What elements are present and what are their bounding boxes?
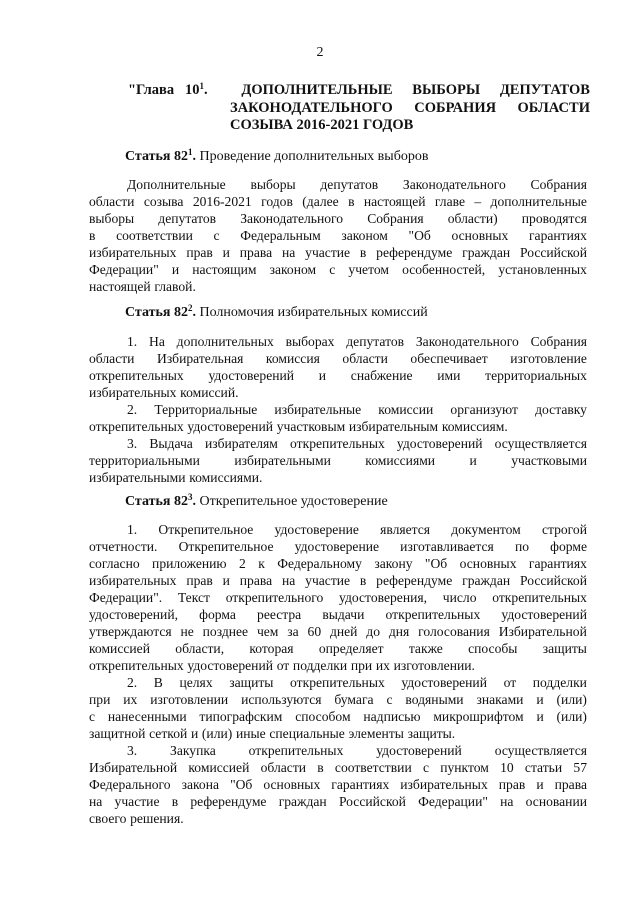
text-word: от	[276, 658, 290, 673]
text-word: с	[213, 228, 220, 243]
text-word: и	[469, 453, 477, 468]
chapter-title-word: ВЫБОРЫ	[412, 82, 481, 98]
text-word: выборы	[250, 177, 296, 192]
text-word: дополнительных	[176, 334, 274, 349]
text-word: целях	[179, 675, 213, 690]
text-word: на	[282, 245, 296, 260]
text-word: до	[366, 624, 381, 639]
text-word: настоящей	[89, 279, 151, 294]
text-word: в	[359, 245, 367, 260]
text-word: удостоверений	[187, 658, 274, 673]
text-word: Федерации".	[89, 590, 163, 605]
text-word: которая	[249, 641, 294, 656]
text-word: Закупка	[170, 743, 216, 758]
text-word: удостоверений	[376, 743, 462, 758]
text-line	[89, 227, 587, 244]
text-word: прав	[186, 245, 213, 260]
text-word: "Об	[424, 556, 448, 571]
text-word: (далее	[302, 194, 339, 209]
text-word: и	[171, 262, 180, 277]
text-word: решения.	[130, 811, 184, 826]
text-word: 2	[239, 556, 246, 571]
text-word: (или)	[556, 709, 587, 724]
text-word: выборах	[285, 334, 335, 349]
text-word: отчетности.	[89, 539, 158, 554]
text-word: соответствии	[334, 760, 412, 775]
chapter-title-line: СОЗЫВА 2016-2021 ГОДОВ	[230, 117, 414, 133]
text-word: открепительных	[385, 607, 481, 622]
text-word: открепительного	[225, 590, 324, 605]
text-word: на	[89, 794, 103, 809]
text-word: избирательных	[89, 385, 177, 400]
text-word: бумага	[334, 692, 374, 707]
text-word: Федерального	[89, 777, 171, 792]
text-word: "Об	[230, 777, 253, 792]
text-word: Законодательного	[402, 177, 506, 192]
text-line	[89, 810, 587, 827]
text-line	[89, 691, 587, 708]
text-word: на	[500, 794, 514, 809]
text-word: Текст	[177, 590, 210, 605]
text-word: 10	[500, 760, 514, 775]
article-title: Полномочия избирательных комиссий	[199, 305, 428, 320]
text-word: Избирательной	[498, 624, 587, 639]
text-word: Избирательная	[157, 351, 244, 366]
text-word: 1.	[127, 334, 138, 349]
text-word: комиссии	[378, 402, 434, 417]
text-word: Избирательной	[89, 760, 178, 775]
text-word: микрошрифтом	[433, 709, 524, 724]
text-word: определяет	[318, 641, 384, 656]
text-word: пунктом	[440, 760, 489, 775]
text-word: области	[260, 760, 307, 775]
text-word: Собрания	[530, 334, 587, 349]
text-word: комиссией	[188, 760, 250, 775]
text-word: Законодательного	[240, 211, 344, 226]
text-word: приложению	[152, 556, 227, 571]
text-word: права	[554, 777, 587, 792]
article-prefix: Статья 82	[125, 305, 188, 320]
chapter-title-word: ДОПОЛНИТЕЛЬНЫЕ	[241, 82, 393, 98]
text-word: и	[318, 368, 327, 383]
text-word: и	[222, 573, 230, 588]
text-line	[89, 793, 587, 810]
text-word: проводятся	[521, 211, 587, 226]
text-word: области)	[447, 211, 498, 226]
text-word: чем	[256, 624, 279, 639]
text-word: участие	[305, 245, 351, 260]
text-line	[89, 708, 587, 725]
text-word: открепительных	[89, 419, 184, 434]
article-sup: 3	[187, 492, 193, 502]
text-word: избирательным	[348, 419, 439, 434]
text-word: годов	[261, 194, 293, 209]
text-word: гарантиях	[528, 228, 587, 243]
text-word: основании	[525, 794, 587, 809]
text-word: и	[536, 692, 544, 707]
text-word: удостоверение	[274, 522, 359, 537]
text-word: защиты.	[407, 726, 456, 741]
text-line	[89, 244, 587, 261]
chapter-title-word: ДЕПУТАТОВ	[499, 82, 590, 98]
text-word: их	[375, 658, 390, 673]
text-word: изготовлении.	[393, 658, 475, 673]
article-sup: 1	[187, 147, 193, 157]
text-word: элементы	[348, 726, 404, 741]
text-word: комиссия	[265, 351, 320, 366]
text-word: надписью	[363, 709, 421, 724]
text-word: ими	[437, 368, 461, 383]
chapter-number-dot: .	[203, 82, 208, 98]
text-word: при	[89, 692, 111, 707]
text-word: Собрания	[367, 211, 424, 226]
article-body	[89, 521, 587, 827]
text-word: участие	[114, 794, 160, 809]
text-word: открепительных	[248, 743, 344, 758]
text-word: водяными	[405, 692, 464, 707]
text-word: изготовлении	[150, 692, 229, 707]
text-word: референдуме	[190, 794, 267, 809]
text-word: В	[153, 675, 163, 690]
text-word: используются	[241, 692, 322, 707]
text-word: (или)	[556, 692, 587, 707]
text-word: законом	[269, 262, 317, 277]
text-word: типографским	[199, 709, 283, 724]
text-word: Российской	[519, 245, 587, 260]
text-word: согласно	[89, 556, 140, 571]
text-word: территориальными	[89, 453, 200, 468]
text-word: настоящей	[363, 194, 426, 209]
text-word: Дополнительные	[127, 177, 226, 192]
text-word: главой.	[154, 279, 196, 294]
text-line	[89, 452, 587, 469]
text-word: осуществляется	[494, 743, 587, 758]
text-word: особенностей,	[402, 262, 486, 277]
article-heading: Статья $82^1$. Проведение дополнительных выборов	[125, 147, 429, 164]
text-word: и	[190, 726, 199, 741]
text-word: способом	[295, 709, 351, 724]
text-word: избирательных	[89, 573, 177, 588]
text-word: выборы	[89, 211, 135, 226]
text-line	[89, 589, 587, 606]
text-word: соответствии	[116, 228, 193, 243]
text-word: граждан	[278, 794, 327, 809]
text-word: строгой	[541, 522, 587, 537]
text-word: основных	[451, 228, 509, 243]
text-word: основных	[263, 777, 321, 792]
text-word: депутатов	[158, 211, 217, 226]
text-word: комиссией	[89, 641, 150, 656]
text-word: закону	[374, 556, 413, 571]
text-word: учетом	[348, 262, 389, 277]
text-word: избирательные	[274, 402, 362, 417]
chapter-label: "Глава	[128, 82, 175, 98]
chapter-heading-line	[128, 82, 590, 100]
text-word: комиссиями.	[189, 470, 263, 485]
text-word: в	[348, 194, 355, 209]
text-word: избирателям	[204, 436, 278, 451]
text-word: число	[442, 590, 477, 605]
text-word: удостоверений,	[89, 607, 179, 622]
text-word: области	[89, 194, 135, 209]
text-word: на	[282, 573, 296, 588]
text-word: и	[536, 777, 544, 792]
text-word: дня	[388, 624, 410, 639]
text-word: иные	[235, 726, 266, 741]
text-word: открепительных	[290, 436, 385, 451]
chapter-number: 10	[184, 82, 200, 98]
text-word: избирательными	[234, 453, 331, 468]
text-word: депутатов	[320, 177, 379, 192]
text-word: изготовление	[510, 351, 587, 366]
text-word: к	[258, 556, 265, 571]
text-word: прав	[186, 573, 213, 588]
text-word: голосования	[418, 624, 490, 639]
text-word: защиты	[229, 675, 274, 690]
chapter-heading	[128, 82, 590, 135]
article-body	[89, 176, 587, 295]
article-body	[89, 333, 587, 486]
text-word: доставку	[535, 402, 587, 417]
text-line	[89, 572, 587, 589]
text-line	[89, 759, 587, 776]
text-word: 2016-2021	[192, 194, 252, 209]
text-word: (или)	[201, 726, 233, 741]
text-word: Федерации"	[418, 794, 488, 809]
text-word: способы	[468, 641, 518, 656]
text-word: комиссиям.	[441, 419, 508, 434]
text-word: 1.	[127, 522, 138, 537]
text-word: в	[89, 228, 96, 243]
text-word: осуществляется	[494, 436, 587, 451]
text-line	[89, 538, 587, 555]
text-line	[89, 435, 587, 452]
article-heading: Статья $82^2$. Полномочия избирательных комиссий	[125, 303, 428, 320]
text-line	[89, 657, 587, 674]
text-line	[89, 176, 587, 193]
text-word: главе	[434, 194, 465, 209]
text-word: удостоверений	[187, 419, 274, 434]
text-word: дней	[329, 624, 358, 639]
text-word: защиты	[542, 641, 587, 656]
text-word: Российской	[519, 573, 587, 588]
text-line	[89, 350, 587, 367]
text-word: открепительных	[89, 368, 184, 383]
chapter-number-sup: 1	[199, 81, 204, 91]
text-word: форма	[199, 607, 236, 622]
text-word: в	[171, 794, 179, 809]
text-word: права	[239, 245, 273, 260]
text-line	[89, 606, 587, 623]
text-word: области	[89, 351, 135, 366]
text-word: сеткой	[149, 726, 188, 741]
text-word: граждан	[462, 573, 511, 588]
text-word: 2.	[127, 402, 138, 417]
chapter-title-word: ОБЛАСТИ	[517, 99, 590, 116]
text-word: референдуме	[376, 245, 453, 260]
text-word: комиссиями	[365, 453, 436, 468]
text-word: и	[222, 245, 230, 260]
text-word: "Об	[408, 228, 431, 243]
chapter-heading-line	[128, 100, 590, 118]
chapter-title-word: СОБРАНИЯ	[414, 99, 497, 116]
text-word: права	[239, 573, 273, 588]
text-word: открепительных	[290, 675, 385, 690]
text-word: нанесенными	[107, 709, 187, 724]
text-word: Открепительное	[158, 522, 254, 537]
text-word: выдачи	[322, 607, 365, 622]
text-word: Федеральному	[277, 556, 362, 571]
text-word: является	[380, 522, 431, 537]
text-word: гарантиях	[331, 777, 390, 792]
article-prefix: Статья 82	[125, 494, 188, 509]
text-word: за	[287, 624, 299, 639]
text-word: участковым	[276, 419, 346, 434]
text-word: основных	[459, 556, 517, 571]
text-word: по	[514, 539, 530, 554]
text-word: их	[123, 692, 138, 707]
text-word: в	[359, 573, 367, 588]
text-word: 3.	[127, 436, 138, 451]
text-word: установленных	[498, 262, 587, 277]
text-line	[89, 193, 587, 210]
text-word: не	[180, 624, 194, 639]
text-line	[89, 278, 587, 295]
text-line	[89, 210, 587, 227]
text-word: области,	[175, 641, 225, 656]
text-word: избирательных	[400, 777, 488, 792]
text-line	[89, 776, 587, 793]
text-word: подделки	[292, 658, 348, 673]
text-line	[89, 640, 587, 657]
text-word: форме	[550, 539, 587, 554]
text-word: удостоверений	[208, 368, 295, 383]
text-word: с	[422, 760, 429, 775]
text-word: с	[89, 709, 96, 724]
text-word: участковыми	[511, 453, 587, 468]
text-line	[89, 725, 587, 742]
text-line	[89, 401, 587, 418]
text-word: изготавливается	[400, 539, 494, 554]
text-word: области	[342, 351, 388, 366]
text-word: Собрания	[530, 177, 587, 192]
text-word: специальные	[269, 726, 345, 741]
text-line	[89, 418, 587, 435]
text-line	[89, 742, 587, 759]
text-word: законом	[341, 228, 388, 243]
chapter-title-word: ЗАКОНОДАТЕЛЬНОГО	[230, 99, 393, 116]
text-line	[89, 384, 587, 401]
text-word: также	[408, 641, 443, 656]
text-word: реестра	[257, 607, 302, 622]
article-title: Проведение дополнительных выборов	[199, 149, 429, 164]
text-line	[89, 521, 587, 538]
text-word: снабжение	[350, 368, 413, 383]
text-word: знаками	[476, 692, 524, 707]
text-word: статьи	[524, 760, 563, 775]
text-word: открепительных	[492, 590, 587, 605]
text-line	[89, 555, 587, 572]
text-word: 60	[307, 624, 322, 639]
text-word: открепительных	[89, 658, 184, 673]
text-line	[89, 333, 587, 350]
text-word: настоящим	[192, 262, 257, 277]
text-word: при	[350, 658, 373, 673]
text-word: депутатов	[346, 334, 405, 349]
text-line	[89, 261, 587, 278]
text-word: Федеральным	[240, 228, 321, 243]
text-word: Законодательного	[415, 334, 519, 349]
article-sup: 2	[187, 303, 193, 313]
text-word: удостоверений	[501, 607, 587, 622]
article-title: Открепительное удостоверение	[199, 494, 388, 509]
page-number: 2	[316, 45, 324, 60]
text-word: участие	[305, 573, 351, 588]
text-word: удостоверение	[294, 539, 380, 554]
text-word: организуют	[450, 402, 518, 417]
text-word: в	[317, 760, 324, 775]
text-word: территориальных	[485, 368, 587, 383]
text-word: от	[503, 675, 517, 690]
text-word: референдуме	[376, 573, 453, 588]
text-word: 3.	[127, 743, 138, 758]
text-line	[89, 367, 587, 384]
text-word: документом	[451, 522, 521, 537]
text-word: На	[149, 334, 165, 349]
text-line	[89, 469, 587, 486]
text-line	[89, 674, 587, 691]
text-word: 57	[573, 760, 587, 775]
text-word: с	[329, 262, 336, 277]
article-heading: Статья $82^3$. Открепительное удостоверение	[125, 492, 388, 509]
text-word: удостоверения,	[339, 590, 428, 605]
text-word: Открепительное	[178, 539, 274, 554]
text-word: дополнительные	[490, 194, 587, 209]
text-word: защитной	[89, 726, 146, 741]
text-word: избирательными	[89, 470, 186, 485]
text-word: утверждаются	[89, 624, 172, 639]
text-word: удостоверений	[401, 675, 487, 690]
text-word: граждан	[462, 245, 511, 260]
text-word: Выдача	[149, 436, 193, 451]
text-word: закона	[181, 777, 220, 792]
text-word: удостоверений	[396, 436, 483, 451]
text-word: созыва	[143, 194, 184, 209]
text-word: 2.	[127, 675, 138, 690]
text-line	[89, 623, 587, 640]
text-word: Территориальные	[154, 402, 258, 417]
text-word: и	[536, 709, 544, 724]
chapter-heading-line	[128, 117, 590, 135]
article-prefix: Статья 82	[125, 149, 188, 164]
text-word: позднее	[202, 624, 249, 639]
text-word: своего	[89, 811, 127, 826]
text-word: прав	[498, 777, 526, 792]
text-word: гарантиях	[528, 556, 587, 571]
text-word: обеспечивает	[410, 351, 488, 366]
text-word: подделки	[532, 675, 587, 690]
text-word: –	[474, 194, 482, 209]
text-word: Российской	[338, 794, 406, 809]
text-word: избирательных	[89, 245, 177, 260]
text-word: Федерации"	[89, 262, 159, 277]
text-word: комиссий.	[180, 385, 239, 400]
text-word: с	[386, 692, 393, 707]
